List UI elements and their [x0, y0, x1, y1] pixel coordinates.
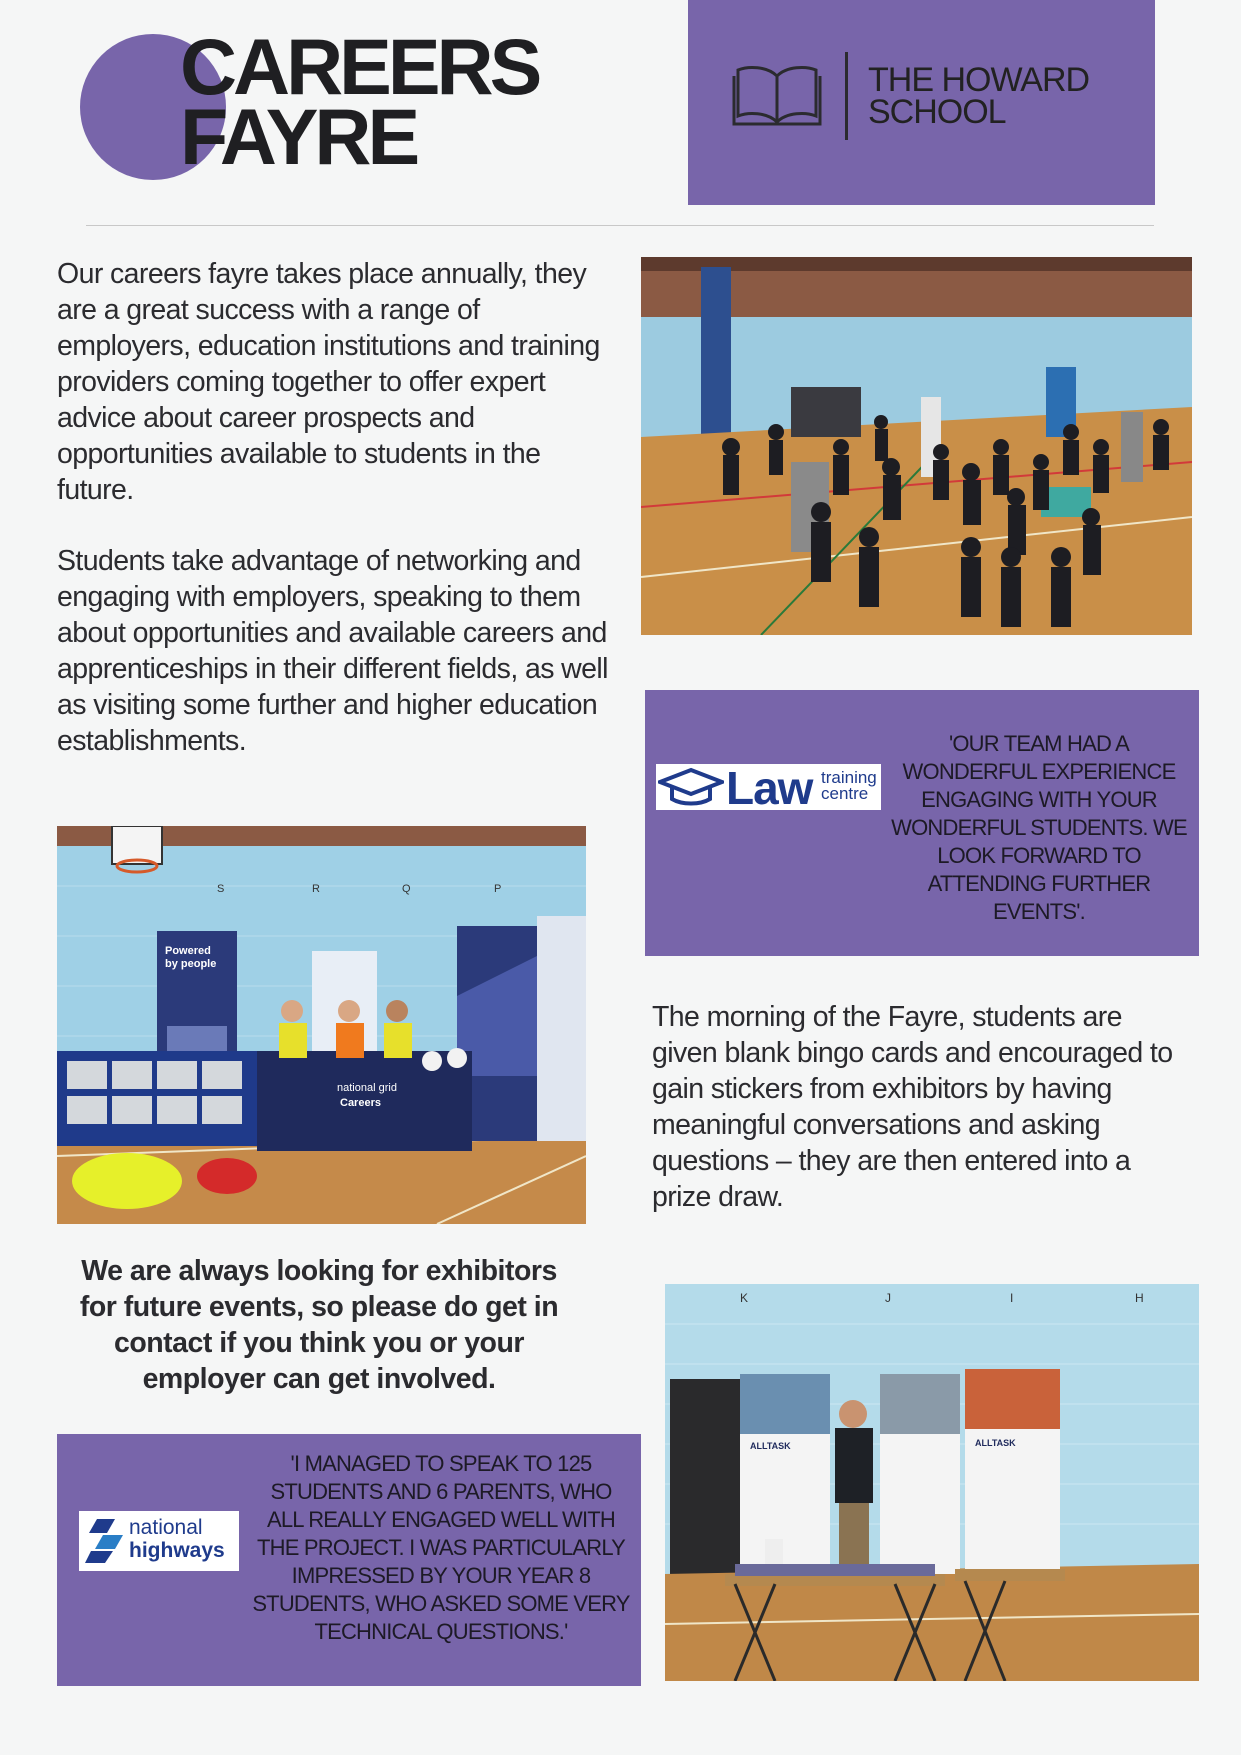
bingo-paragraph: The morning of the Fayre, students are given blank bingo cards and encouraged to gain stickers from exhibitors by having meaningful conversations and asking questions – they are then entered into a prize draw. [652, 1001, 1173, 1213]
school-logo-panel [688, 0, 1155, 205]
wall-letter: I [1010, 1291, 1014, 1305]
national-highways-quote-box [57, 1434, 641, 1686]
wall-letter: S [217, 883, 225, 895]
national-highways-wordmark [129, 1516, 225, 1562]
wall-letter: K [740, 1291, 749, 1305]
wall-letter: Q [402, 883, 411, 895]
national-highways-quote-text: 'I MANAGED TO SPEAK TO 125 STUDENTS AND 6 PARENTS, WHO ALL REALLY ENGAGED WELL WITH THE PROJECT. I WAS PARTICULARLY IMPRESSED BY YOUR YEAR 8 STUDENTS, WHO ASKED SOME VERY TECHNICAL QUESTIONS.' [252, 1451, 630, 1644]
wall-letter: J [885, 1291, 891, 1305]
law-training-quote-box [645, 690, 1199, 956]
title-line-1: CAREERS [180, 22, 539, 111]
table-banner-text: Careers [340, 1097, 381, 1109]
intro-paragraph-1: Our careers fayre takes place annually, they are a great success with a range of employers, education institutions and training providers coming together to offer expert advice about career prospects and opportunities available to students in the future. [57, 258, 600, 506]
law-training-centre-logo [656, 762, 881, 814]
sports-hall-photo [641, 257, 1192, 635]
law-logo-word: Law [726, 762, 813, 814]
graduation-cap-icon [658, 767, 724, 807]
law-logo-sub-2: centre [821, 784, 869, 803]
law-logo-subtitle [821, 770, 877, 802]
national-highways-logo [79, 1511, 239, 1571]
school-name-line-2: SCHOOL [868, 93, 1006, 131]
nh-logo-line-2: highways [129, 1539, 225, 1562]
law-logo-sub-1: training [821, 768, 877, 787]
page-title [180, 22, 539, 181]
banner-logo-text: ALLTASK [750, 1441, 791, 1451]
alltask-stand-photo [665, 1284, 1199, 1681]
intro-paragraph-2: Students take advantage of networking and engaging with employers, speaking to them about opportunities and available careers and apprenticeships in their different fields, as well as visiting some further and higher education establishments. [57, 545, 608, 757]
exhibitor-call-to-action: We are always looking for exhibitors for future events, so please do get in contact if you think you or your employer can get involved. [79, 1255, 559, 1395]
wall-letter: H [1135, 1291, 1144, 1305]
law-training-quote-text: 'OUR TEAM HAD A WONDERFUL EXPERIENCE ENGAGING WITH YOUR WONDERFUL STUDENTS. WE LOOK FORWARD TO ATTENDING FURTHER EVENTS'. [891, 731, 1187, 924]
banner-logo-text: ALLTASK [975, 1438, 1016, 1448]
title-line-2: FAYRE [180, 92, 417, 181]
national-grid-stand-photo [57, 826, 586, 1224]
banner-text: Powered [165, 945, 211, 957]
nh-logo-line-1: national [129, 1516, 203, 1539]
divider [845, 52, 848, 140]
national-highways-mark-icon [85, 1517, 127, 1565]
table-banner-text: national grid [337, 1082, 397, 1094]
wall-letter: R [312, 883, 320, 895]
open-book-icon [732, 62, 822, 128]
school-name-line-1: THE HOWARD [868, 61, 1090, 99]
banner-text: by people [165, 958, 217, 970]
school-name [868, 61, 1090, 131]
header-rule [86, 225, 1154, 226]
wall-letter: P [494, 883, 502, 895]
